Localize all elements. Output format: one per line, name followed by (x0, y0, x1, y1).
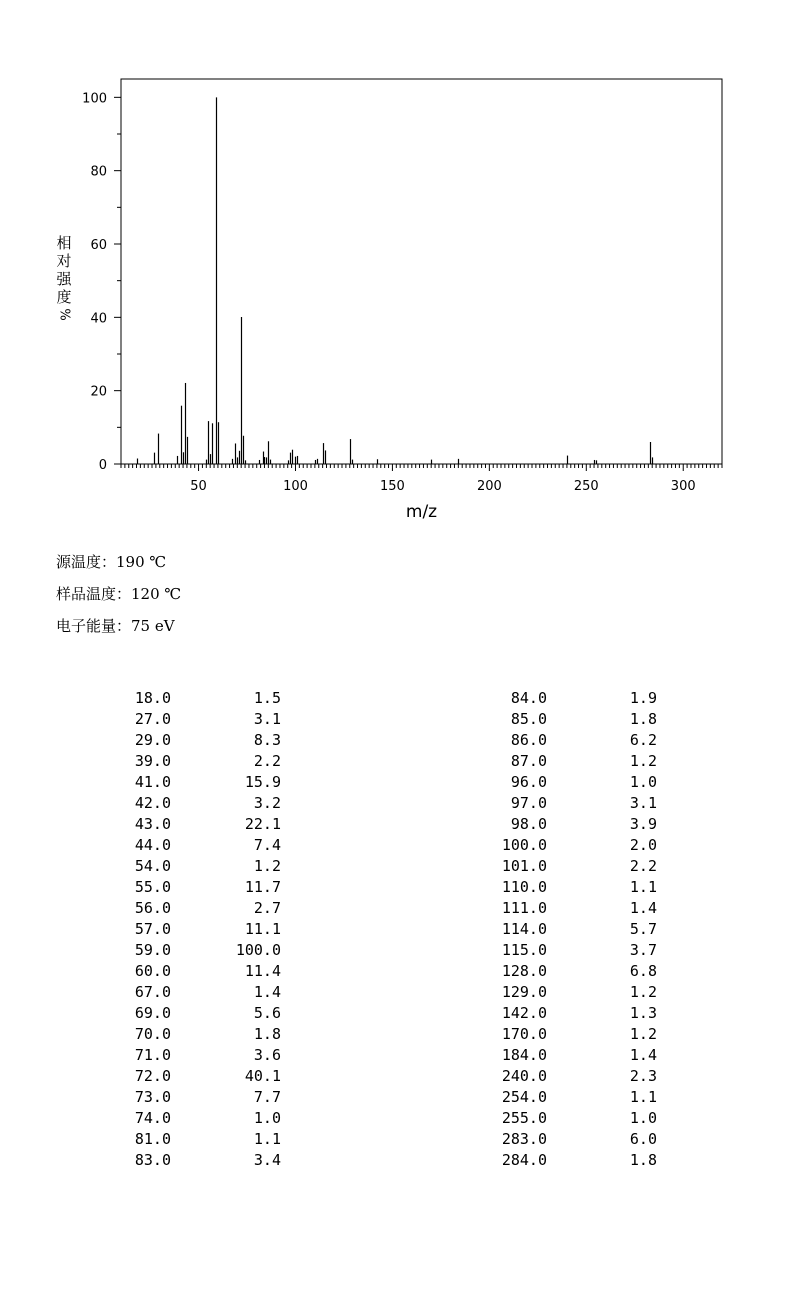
peak-abundance: 1.8 (629, 1151, 657, 1169)
y-tick-label: 80 (90, 164, 107, 180)
peak-mz: 170.0 (501, 1025, 547, 1043)
y-tick-label: 100 (82, 91, 107, 107)
source-temperature: 源温度：190 ℃ (56, 553, 167, 571)
peak-abundance: 3.9 (629, 815, 657, 833)
peak-abundance: 1.4 (253, 983, 281, 1001)
peak-table-right (0, 688, 794, 1171)
peak-mz: 129.0 (501, 983, 547, 1001)
peak-abundance: 6.0 (629, 1130, 657, 1148)
peak-mz: 283.0 (501, 1130, 547, 1148)
peak-row (0, 688, 794, 709)
peak-row (0, 1150, 794, 1171)
peak-abundance: 8.3 (253, 731, 281, 749)
x-tick-label: 300 (670, 479, 696, 494)
peak-mz: 57.0 (134, 920, 171, 938)
peak-mz: 44.0 (134, 836, 171, 854)
y-tick-label: 0 (98, 458, 107, 473)
peak-row (0, 1108, 794, 1129)
peak-mz: 70.0 (134, 1025, 171, 1043)
peak-row (0, 751, 794, 772)
peak-mz: 69.0 (134, 1004, 171, 1022)
peak-row (0, 730, 794, 751)
peak-mz: 29.0 (134, 731, 171, 749)
peak-abundance: 2.0 (629, 836, 657, 854)
peak-abundance: 6.2 (629, 731, 657, 749)
peak-abundance: 1.4 (629, 1046, 657, 1064)
peak-abundance: 3.4 (253, 1151, 281, 1169)
peak-row (0, 898, 794, 919)
peak-mz: 96.0 (510, 773, 547, 791)
peak-abundance: 7.7 (253, 1088, 281, 1106)
peak-abundance: 3.1 (253, 710, 281, 728)
peak-mz: 97.0 (510, 794, 547, 812)
peak-row (0, 940, 794, 961)
peak-abundance: 1.0 (629, 1109, 657, 1127)
x-tick-label: 50 (190, 479, 207, 494)
peak-mz: 67.0 (134, 983, 171, 1001)
mass-spectrum-chart (0, 0, 794, 530)
peak-mz: 254.0 (501, 1088, 547, 1106)
x-tick-label: 150 (380, 479, 405, 494)
peak-abundance: 2.2 (253, 752, 281, 770)
peak-mz: 184.0 (501, 1046, 547, 1064)
peak-mz: 27.0 (134, 710, 171, 728)
peak-abundance: 1.4 (629, 899, 657, 917)
peak-mz: 56.0 (134, 899, 171, 917)
peak-row (0, 961, 794, 982)
y-tick-label: 20 (90, 384, 107, 400)
peak-mz: 142.0 (501, 1004, 547, 1022)
peak-mz: 74.0 (134, 1109, 171, 1127)
peak-abundance: 6.8 (629, 962, 657, 980)
peak-mz: 43.0 (134, 815, 171, 833)
peak-abundance: 3.2 (253, 794, 281, 812)
sample-temperature: 样品温度：120 ℃ (56, 585, 182, 603)
peak-mz: 255.0 (501, 1109, 547, 1127)
peak-row (0, 919, 794, 940)
peak-abundance: 1.5 (253, 689, 281, 707)
peak-mz: 114.0 (501, 920, 547, 938)
peak-row (0, 1024, 794, 1045)
plot-frame (121, 79, 722, 464)
peak-row (0, 856, 794, 877)
peak-mz: 55.0 (134, 878, 171, 896)
y-axis-label-char: 对 (56, 252, 72, 270)
peak-abundance: 40.1 (244, 1067, 281, 1085)
peak-row (0, 877, 794, 898)
peak-mz: 41.0 (134, 773, 171, 791)
peak-row (0, 1003, 794, 1024)
peak-row (0, 1129, 794, 1150)
peak-abundance: 7.4 (253, 836, 281, 854)
y-tick-label: 40 (90, 311, 107, 327)
peak-abundance: 3.1 (629, 794, 657, 812)
x-tick-label: 250 (573, 479, 599, 494)
peak-row (0, 1087, 794, 1108)
peak-abundance: 100.0 (235, 941, 281, 959)
peak-abundance: 1.1 (629, 1088, 657, 1106)
peak-mz: 128.0 (501, 962, 547, 980)
electron-energy: 电子能量：75 eV (56, 617, 175, 635)
peak-mz: 18.0 (134, 689, 171, 707)
peak-abundance: 22.1 (244, 815, 281, 833)
peak-mz: 83.0 (134, 1151, 171, 1169)
peak-mz: 39.0 (134, 752, 171, 770)
peak-row (0, 772, 794, 793)
peak-mz: 60.0 (134, 962, 171, 980)
peak-abundance: 1.8 (253, 1025, 281, 1043)
x-axis-label: m/z (405, 502, 438, 522)
peak-abundance: 1.0 (629, 773, 657, 791)
peak-mz: 100.0 (501, 836, 547, 854)
peak-mz: 115.0 (501, 941, 547, 959)
peak-abundance: 1.1 (629, 878, 657, 896)
peak-abundance: 11.4 (244, 962, 281, 980)
peak-mz: 81.0 (134, 1130, 171, 1148)
peak-row (0, 709, 794, 730)
peak-mz: 73.0 (134, 1088, 171, 1106)
y-axis-label-char: 度 (56, 288, 72, 306)
peak-abundance: 1.2 (629, 752, 657, 770)
peak-abundance: 5.6 (253, 1004, 281, 1022)
peak-mz: 98.0 (510, 815, 547, 833)
peak-abundance: 1.8 (629, 710, 657, 728)
peak-mz: 86.0 (510, 731, 547, 749)
peak-abundance: 3.6 (253, 1046, 281, 1064)
peak-abundance: 1.1 (253, 1130, 281, 1148)
peak-row (0, 835, 794, 856)
peak-abundance: 11.1 (244, 920, 281, 938)
x-tick-label: 200 (476, 479, 502, 494)
peak-mz: 101.0 (501, 857, 547, 875)
peak-abundance: 2.2 (629, 857, 657, 875)
peak-row (0, 1066, 794, 1087)
peak-mz: 84.0 (510, 689, 547, 707)
peak-abundance: 1.0 (253, 1109, 281, 1127)
peak-row (0, 1045, 794, 1066)
peak-row (0, 982, 794, 1003)
peak-mz: 54.0 (134, 857, 171, 875)
y-axis-label (54, 234, 74, 306)
peak-abundance: 2.3 (629, 1067, 657, 1085)
y-tick-label: 60 (90, 238, 107, 253)
peak-row (0, 814, 794, 835)
peak-abundance: 1.3 (629, 1004, 657, 1022)
peak-abundance: 11.7 (244, 878, 281, 896)
peak-mz: 111.0 (501, 899, 547, 917)
y-axis-label-char: 相 (56, 234, 72, 252)
peak-mz: 72.0 (134, 1067, 171, 1085)
peak-abundance: 2.7 (253, 899, 281, 917)
peak-mz: 71.0 (134, 1046, 171, 1064)
peak-row (0, 793, 794, 814)
y-axis-unit: % (56, 308, 72, 321)
peak-mz: 42.0 (134, 794, 171, 812)
peak-mz: 110.0 (501, 878, 547, 896)
peak-abundance: 1.2 (629, 1025, 657, 1043)
peak-mz: 240.0 (501, 1067, 547, 1085)
peak-abundance: 5.7 (629, 920, 657, 938)
peak-abundance: 1.9 (629, 689, 657, 707)
peak-abundance: 1.2 (253, 857, 281, 875)
y-axis-label-char: 强 (56, 270, 72, 288)
peak-mz: 85.0 (510, 710, 547, 728)
peak-mz: 59.0 (134, 941, 171, 959)
peak-abundance: 1.2 (629, 983, 657, 1001)
peak-abundance: 15.9 (244, 773, 281, 791)
peak-mz: 284.0 (501, 1151, 547, 1169)
peak-abundance: 3.7 (629, 941, 657, 959)
peak-mz: 87.0 (510, 752, 547, 770)
x-tick-label: 100 (283, 479, 308, 494)
